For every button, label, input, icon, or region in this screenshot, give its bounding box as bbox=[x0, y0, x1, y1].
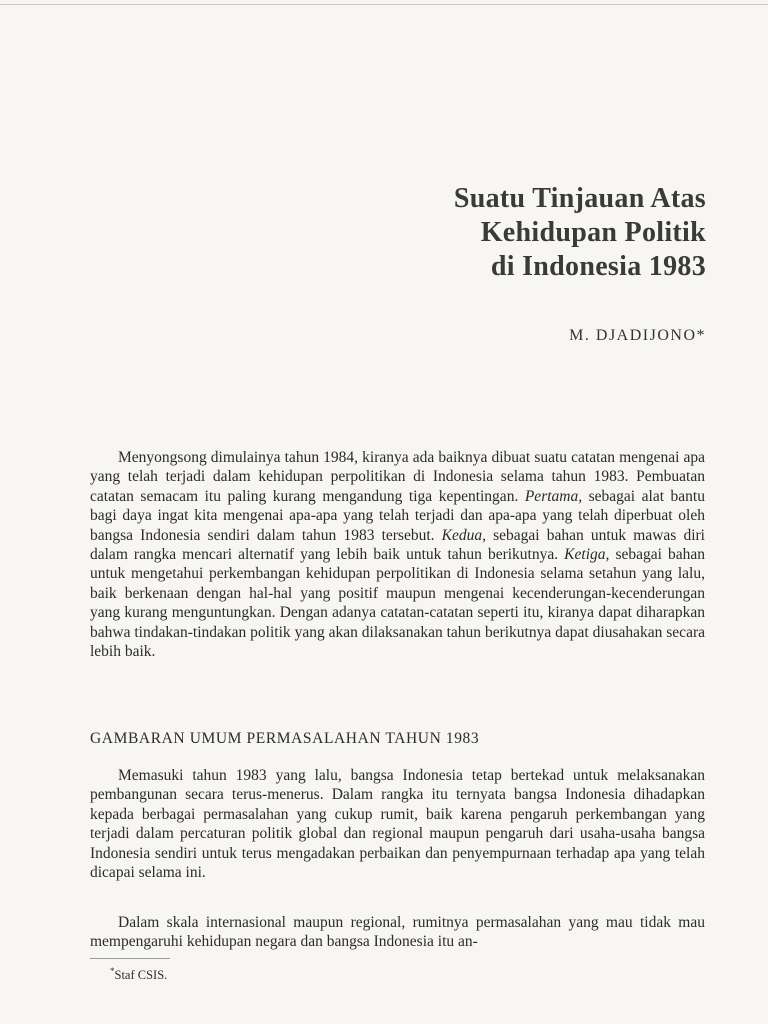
section-paragraph-2 bbox=[90, 913, 705, 952]
top-edge-rule bbox=[0, 4, 768, 5]
footnote-rule bbox=[90, 958, 170, 959]
para1-ketiga: Ketiga, bbox=[564, 546, 610, 564]
footnote-text: Staf CSIS. bbox=[114, 968, 168, 983]
title-line-2: Kehidupan Politik bbox=[480, 217, 706, 248]
para1-text-a: Menyongsong dimulainya tahun 1984, kiranya ada baiknya dibuat suatu catatan mengenai apa yang telah terjadi dalam kehidupan perpolitikan di Indonesia selama tahun 1983. Pembuatan catatan semacam itu paling kurang mengandung tiga kepentingan. bbox=[90, 449, 705, 505]
section-paragraph-1 bbox=[90, 766, 705, 882]
footnote bbox=[110, 966, 167, 983]
author-name: M. DJADIJONO* bbox=[569, 327, 706, 344]
title-line-3: di Indonesia 1983 bbox=[490, 251, 706, 282]
intro-paragraph bbox=[90, 448, 705, 661]
para1-text-e: sebagai bahan untuk mawas diri dalam rangka mencari alternatif yang lebih baik untuk tahun berikutnya. bbox=[90, 526, 705, 564]
para1-pertama: Pertama, bbox=[524, 487, 583, 505]
para1-text-c: sebagai alat bantu bagi daya ingat kita mengenai apa-apa yang telah terjadi dan apa-apa yang telah diperbuat oleh bangsa Indonesia sendiri dalam tahun 1983 tersebut. bbox=[90, 487, 705, 544]
para1-kedua: Kedua, bbox=[441, 526, 486, 544]
section-heading: GAMBARAN UMUM PERMASALAHAN TAHUN 1983 bbox=[90, 730, 480, 747]
title-line-1: Suatu Tinjauan Atas bbox=[453, 183, 706, 214]
para1-text-g: sebagai bahan untuk mengetahui perkembangan kehidupan perpolitikan di Indonesia selama setahun yang lalu, baik berkenaan dengan hal-hal yang positif maupun mengenai kecenderungan-kecenderungan yang kurang menguntungkan. Dengan adanya catatan-catatan seperti itu, kiranya dapat diharapkan bahwa tindakan-tindakan politik yang akan dilaksanakan tahun berikutnya dapat diusahakan secara lebih baik. bbox=[90, 546, 705, 661]
para3-text: Dalam skala internasional maupun regional, rumitnya permasalahan yang mau tidak mau mempengaruhi kehidupan negara dan bangsa Indonesia itu an- bbox=[90, 914, 705, 951]
footnote-mark: * bbox=[110, 966, 115, 976]
para2-text: Memasuki tahun 1983 yang lalu, bangsa Indonesia tetap bertekad untuk melaksanakan pembangunan secara terus-menerus. Dalam rangka itu ternyata bangsa Indonesia dihadapkan kepada berbagai permasalahan yang cukup rumit, baik karena pengaruh perkembangan yang terjadi dalam percaturan politik global dan regional maupun pengaruh dari usaha-usaha bangsa Indonesia sendiri untuk terus mengadakan perbaikan dan penyempurnaan terhadap apa yang telah dicapai selama ini. bbox=[90, 767, 705, 882]
article-title bbox=[454, 182, 706, 284]
